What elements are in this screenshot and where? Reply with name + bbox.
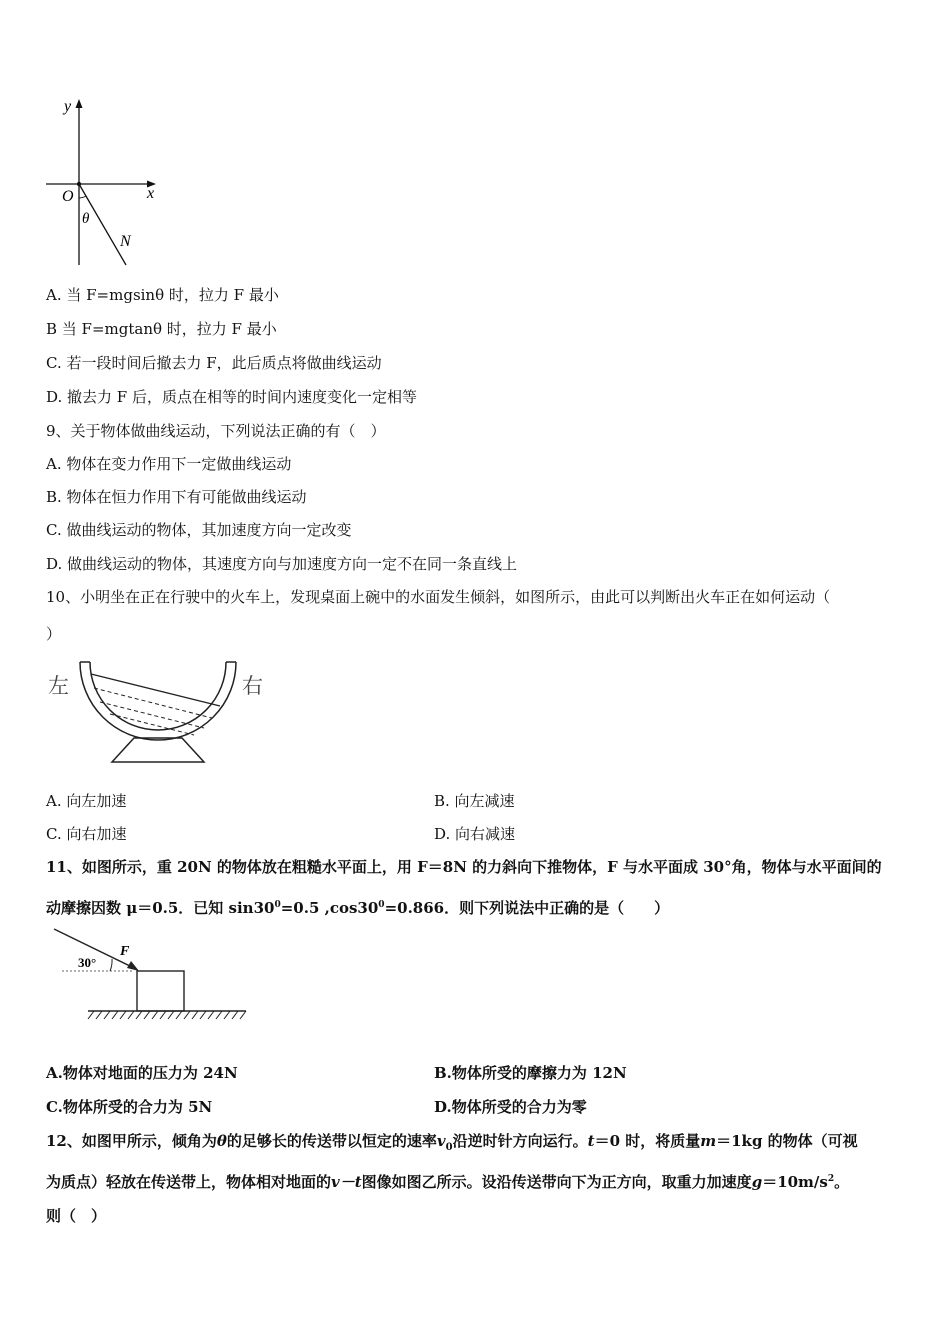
q9-option-b: B. 物体在恒力作用下有可能做曲线运动 <box>46 488 307 506</box>
q11-option-c: C.物体所受的合力为 5N <box>46 1098 213 1116</box>
origin-label: O <box>62 188 74 205</box>
q12-l2-part-c: ＝10m/s <box>762 1173 828 1191</box>
q9-option-c: C. 做曲线运动的物体，其加速度方向一定改变 <box>46 521 352 539</box>
origin-point <box>77 182 81 186</box>
q12-line3: 则（ ） <box>46 1207 107 1225</box>
block-figure <box>48 925 253 1025</box>
bowl-inner <box>90 662 226 730</box>
q8-option-c: C. 若一段时间后撤去力 F，此后质点将做曲线运动 <box>46 354 382 372</box>
q12-theta: θ <box>216 1132 227 1150</box>
axes-figure <box>40 95 170 270</box>
q12-l1-part-e: ＝1kg 的物体（可视 <box>716 1132 858 1150</box>
q10-option-a: A. 向左加速 <box>46 792 127 810</box>
force-arrowhead <box>127 961 139 971</box>
q12-l2-part-d: 。 <box>834 1173 850 1191</box>
q12-line2 <box>46 1169 849 1192</box>
q11-option-d: D.物体所受的合力为零 <box>434 1098 587 1116</box>
q8-option-b: B 当 F=mgtanθ 时，拉力 F 最小 <box>46 320 277 338</box>
theta-arc <box>79 196 86 198</box>
ground-hatching <box>88 1011 246 1019</box>
q11-stem-part-a: 动摩擦因数 μ＝0.5．已知 sin30 <box>46 899 275 917</box>
n-label: N <box>120 233 131 250</box>
q11-stem-line2 <box>46 895 669 918</box>
angle-arc <box>110 959 112 971</box>
block <box>137 971 184 1011</box>
q11-stem-line1: 11、如图所示，重 20N 的物体放在粗糙水平面上，用 F＝8N 的力斜向下推物体，F 与水平面成 30°角，物体与水平面间的 <box>46 858 882 876</box>
q10-stem-line2: ） <box>46 625 62 643</box>
q12-l1-part-d: ＝0 时，将质量 <box>594 1132 701 1150</box>
q12-v0: v <box>436 1132 446 1150</box>
bowl-outer <box>80 662 236 740</box>
q11-sup-1: 0 <box>274 900 281 910</box>
q12-l2-part-b: 图像如图乙所示。设沿传送带向下为正方向，取重力加速度 <box>361 1173 752 1191</box>
water-dash-1 <box>94 688 212 718</box>
left-label: 左 <box>48 674 69 698</box>
q11-option-b: B.物体所受的摩擦力为 12N <box>434 1064 627 1082</box>
q10-option-b: B. 向左减速 <box>434 792 515 810</box>
q12-l1-part-c: 沿逆时针方向运行。 <box>452 1132 588 1150</box>
q12-t: t <box>587 1132 595 1150</box>
q8-option-a: A. 当 F=mgsinθ 时，拉力 F 最小 <box>46 286 279 304</box>
q8-option-d: D. 撤去力 F 后，质点在相等的时间内速度变化一定相等 <box>46 388 417 406</box>
angle-label: 30° <box>78 955 97 970</box>
x-label: x <box>147 185 155 202</box>
q11-sup-2: 0 <box>378 900 385 910</box>
q10-stem-line1: 10、小明坐在正在行驶中的火车上，发现桌面上碗中的水面发生倾斜，如图所示，由此可以判断出火车正在如何运动（ <box>46 588 831 606</box>
y-axis-arrow <box>76 99 83 108</box>
force-label: F <box>120 944 130 959</box>
theta-label: θ <box>82 211 90 227</box>
q12-sup-g: 2 <box>827 1174 835 1184</box>
q12-vt: v－t <box>331 1173 362 1191</box>
y-label: y <box>64 98 72 115</box>
q12-v0-sub: 0 <box>445 1142 453 1153</box>
q10-option-d: D. 向右减速 <box>434 825 516 843</box>
q9-option-d: D. 做曲线运动的物体，其速度方向与加速度方向一定不在同一条直线上 <box>46 555 518 573</box>
water-surface <box>91 674 220 706</box>
q12-line1 <box>46 1131 858 1158</box>
q11-stem-part-c: =0.866．则下列说法中正确的是（ ） <box>384 899 670 917</box>
q12-g: g <box>751 1173 763 1191</box>
q12-m: m <box>700 1132 717 1150</box>
bowl-stand <box>112 738 204 762</box>
q9-option-a: A. 物体在变力作用下一定做曲线运动 <box>46 455 292 473</box>
q12-l1-part-a: 12、如图甲所示，倾角为 <box>46 1132 217 1150</box>
bowl-figure <box>44 658 274 768</box>
q11-option-a: A.物体对地面的压力为 24N <box>46 1064 238 1082</box>
right-label: 右 <box>242 674 263 698</box>
q12-l1-part-b: 的足够长的传送带以恒定的速率 <box>226 1132 437 1150</box>
q9-stem: 9、关于物体做曲线运动，下列说法正确的有（ ） <box>46 422 386 440</box>
q11-stem-part-b: =0.5 ,cos30 <box>280 899 379 917</box>
q10-option-c: C. 向右加速 <box>46 825 127 843</box>
q12-l2-part-a: 为质点）轻放在传送带上，物体相对地面的 <box>46 1173 332 1191</box>
